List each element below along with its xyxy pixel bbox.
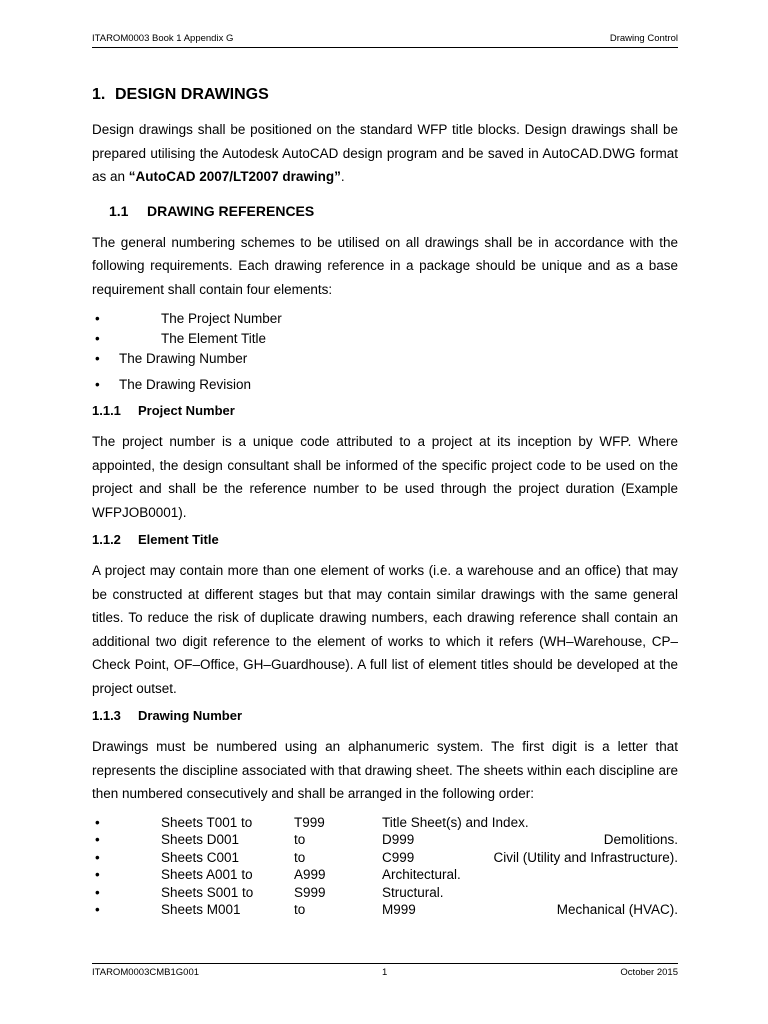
list-item-text: The Element Title [161, 331, 267, 346]
sheet-order-list [92, 814, 678, 919]
sheet-start: Sheets S001 to [161, 884, 254, 900]
list-item-text: The Drawing Revision [119, 377, 252, 392]
page-footer [92, 963, 678, 981]
sheet-end: C999 [382, 849, 415, 865]
sheet-row [92, 866, 678, 884]
list-item-text: The Project Number [161, 311, 282, 326]
sheet-end: T999 [294, 814, 325, 830]
sheet-description: Civil (Utility and Infrastructure). [493, 849, 678, 865]
footer-doc-code: ITAROM0003CMB1G001 [92, 967, 200, 978]
section-title: Element Title [138, 532, 219, 547]
section-title: DRAWING REFERENCES [147, 202, 315, 219]
paragraph-end: . [340, 169, 345, 184]
sheet-row [92, 831, 678, 849]
bullet-icon: • [95, 902, 100, 917]
section-1-1-1-paragraph: The project number is a unique code attributed to a project at its inception by WFP. Where appointed, the design consultant shall be informed of the specific project code to be used on the project and shall be the reference number to be used through the project duration (Example WFPJOB0001). [92, 434, 678, 520]
sheet-start: Sheets M001 [161, 902, 241, 917]
section-number: 1.1.1 [92, 403, 121, 418]
section-1-1-1-heading [92, 403, 678, 418]
page-content [92, 86, 678, 919]
sheet-description: Demolitions. [603, 832, 678, 847]
bullet-icon: • [95, 377, 100, 392]
sheet-start: Sheets T001 to [161, 814, 253, 830]
element-list [92, 309, 678, 395]
sheet-end: M999 [382, 902, 416, 917]
section-1-paragraph [92, 118, 678, 189]
sheet-end: A999 [294, 867, 326, 882]
sheet-to: to [294, 902, 306, 917]
section-number: 1.1 [109, 202, 129, 219]
section-1-heading [92, 86, 678, 104]
sheet-description: Title Sheet(s) and Index. [382, 814, 529, 830]
list-item [92, 309, 678, 329]
bullet-icon: • [95, 351, 100, 366]
section-1-1-heading [109, 203, 678, 219]
list-item [92, 329, 678, 349]
sheet-description: Architectural. [382, 867, 461, 882]
sheet-description: Mechanical (HVAC). [556, 902, 678, 917]
sheet-row [92, 884, 678, 902]
sheet-end: D999 [382, 832, 415, 847]
paragraph-bold-text: “AutoCAD 2007/LT2007 drawing” [128, 169, 341, 184]
footer-date: October 2015 [620, 967, 678, 978]
sheet-start: Sheets C001 [161, 849, 240, 865]
section-1-1-3-heading [92, 708, 678, 723]
bullet-icon: • [95, 311, 100, 326]
bullet-icon: • [95, 849, 100, 865]
paragraph-text: Design drawings shall be positioned on the standard WFP title blocks. Design drawings shall be prepared utilising the Autodesk AutoCAD design program and be saved in AutoCAD.DWG format as an [92, 122, 678, 184]
sheet-start: Sheets A001 to [161, 867, 253, 882]
sheet-row [92, 849, 678, 867]
section-1-1-3-paragraph: Drawings must be numbered using an alphanumeric system. The first digit is a letter that represents the discipline associated with that drawing sheet. The sheets within each discipline are then numbered consecutively and shall be arranged in the following order: [92, 739, 678, 801]
sheet-row [92, 814, 678, 832]
sheet-start: Sheets D001 [161, 832, 240, 847]
bullet-icon: • [95, 814, 100, 830]
sheet-end: S999 [294, 884, 326, 900]
section-1-1-2-paragraph: A project may contain more than one element of works (i.e. a warehouse and an office) that may be constructed at different stages but that may contain similar drawings with the same general titles. To reduce the risk of duplicate drawing numbers, each drawing reference shall contain an additional two digit reference to the element of works to which it refers (WH–Warehouse, CP–Check Point, OF–Office, GH–Guardhouse). A full list of element titles should be developed at the project outset. [92, 563, 678, 696]
header-section-name: Drawing Control [609, 33, 678, 44]
bullet-icon: • [95, 884, 100, 900]
bullet-icon: • [95, 331, 100, 346]
section-title: DESIGN DRAWINGS [115, 86, 269, 103]
sheet-description: Structural. [382, 884, 444, 900]
sheet-to: to [294, 832, 306, 847]
page-number: 1 [382, 967, 388, 978]
header-doc-ref: ITAROM0003 Book 1 Appendix G [92, 33, 234, 44]
section-title: Project Number [138, 403, 235, 418]
bullet-icon: • [95, 832, 100, 847]
list-item [92, 375, 678, 395]
section-number: 1. [92, 86, 106, 103]
list-item [92, 349, 678, 369]
sheet-row [92, 901, 678, 919]
section-title: Drawing Number [138, 708, 243, 723]
section-number: 1.1.3 [92, 708, 121, 723]
section-1-1-2-heading [92, 532, 678, 547]
sheet-to: to [294, 849, 306, 865]
list-item-text: The Drawing Number [119, 351, 248, 366]
section-number: 1.1.2 [92, 532, 121, 547]
bullet-icon: • [95, 867, 100, 882]
section-1-1-paragraph: The general numbering schemes to be utilised on all drawings shall be in accordance with the following requirements. Each drawing reference in a package should be unique and as a base requirement shall contain four elements: [92, 234, 678, 297]
page-header [92, 33, 678, 48]
